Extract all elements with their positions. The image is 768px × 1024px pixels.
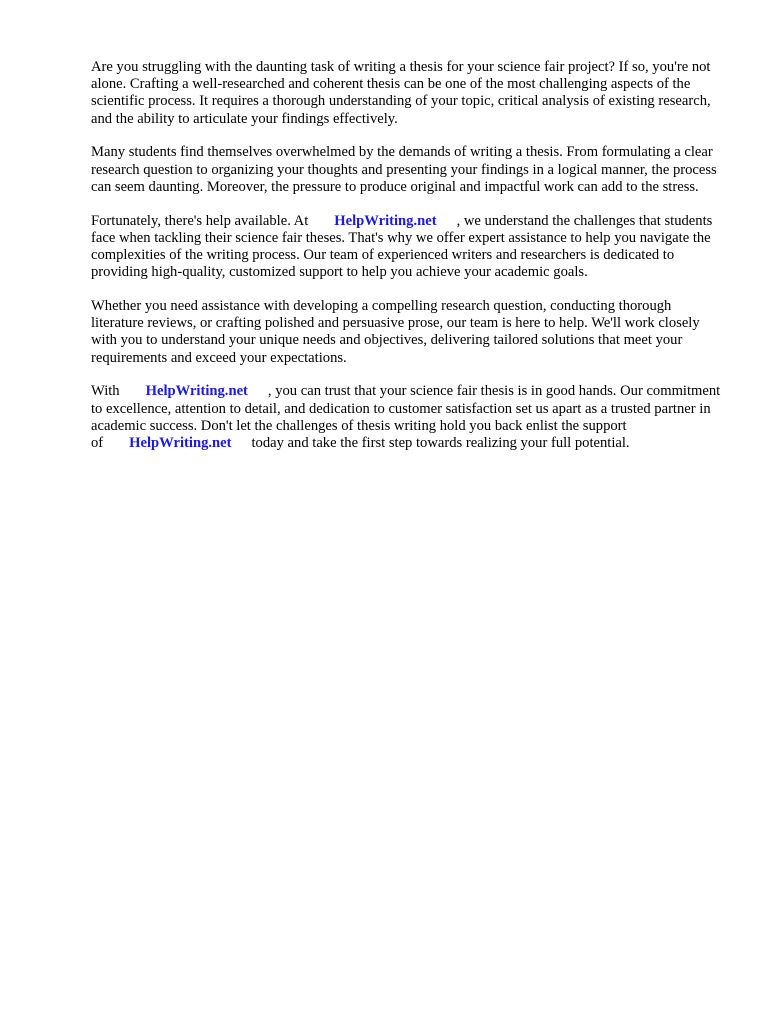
paragraph-help-text-start: Fortunately, there's help available. At <box>91 212 309 229</box>
paragraph-intro <box>91 59 723 128</box>
paragraph-services <box>91 298 723 367</box>
helpwriting-link-1[interactable]: HelpWriting.net <box>334 212 437 229</box>
paragraph-challenges-text: Many students find themselves overwhelmed by the demands of writing a thesis. From formulating a clear research question to organizing your thoughts and presenting your findings in a logical manner, the process can seem daunting. Moreover, the pressure to produce original and impactful work can add to the stress. <box>91 144 717 195</box>
helpwriting-link-2[interactable]: HelpWriting.net <box>145 383 248 400</box>
paragraph-closing-text-middle: , you can trust that your science fair thesis is in good hands. Our commitment to excellence, attention to detail, and dedication to customer satisfaction set us apart as a trusted partner in academic success. Don't let the challenges of thesis writing hold you back enlist the support of <box>91 383 721 452</box>
paragraph-help-text-end: , we understand the challenges that students face when tackling their science fair theses. That's why we offer expert assistance to help you navigate the complexities of the writing process. Our team of experienced writers and researchers is dedicated to providing high-quality, customized support to help you achieve your academic goals. <box>91 212 713 281</box>
helpwriting-link-3[interactable]: HelpWriting.net <box>129 435 232 452</box>
paragraph-challenges <box>91 144 723 196</box>
document-body <box>91 59 723 469</box>
paragraph-closing <box>91 383 723 452</box>
paragraph-closing-text-start: With <box>91 383 120 400</box>
paragraph-intro-text: Are you struggling with the daunting task of writing a thesis for your science fair project? If so, you're not alone. Crafting a well-researched and coherent thesis can be one of the most challenging aspects of the scientific process. It requires a thorough understanding of your topic, critical analysis of existing research, and the ability to articulate your findings effectively. <box>91 59 711 127</box>
paragraph-closing-text-end: today and take the first step towards realizing your full potential. <box>251 435 630 452</box>
paragraph-services-text: Whether you need assistance with developing a compelling research question, conducting thorough literature reviews, or crafting polished and persuasive prose, our team is here to help. We'll work closely with you to understand your unique needs and objectives, delivering tailored solutions that meet your requirements and exceed your expectations. <box>91 298 700 366</box>
paragraph-help <box>91 213 723 282</box>
